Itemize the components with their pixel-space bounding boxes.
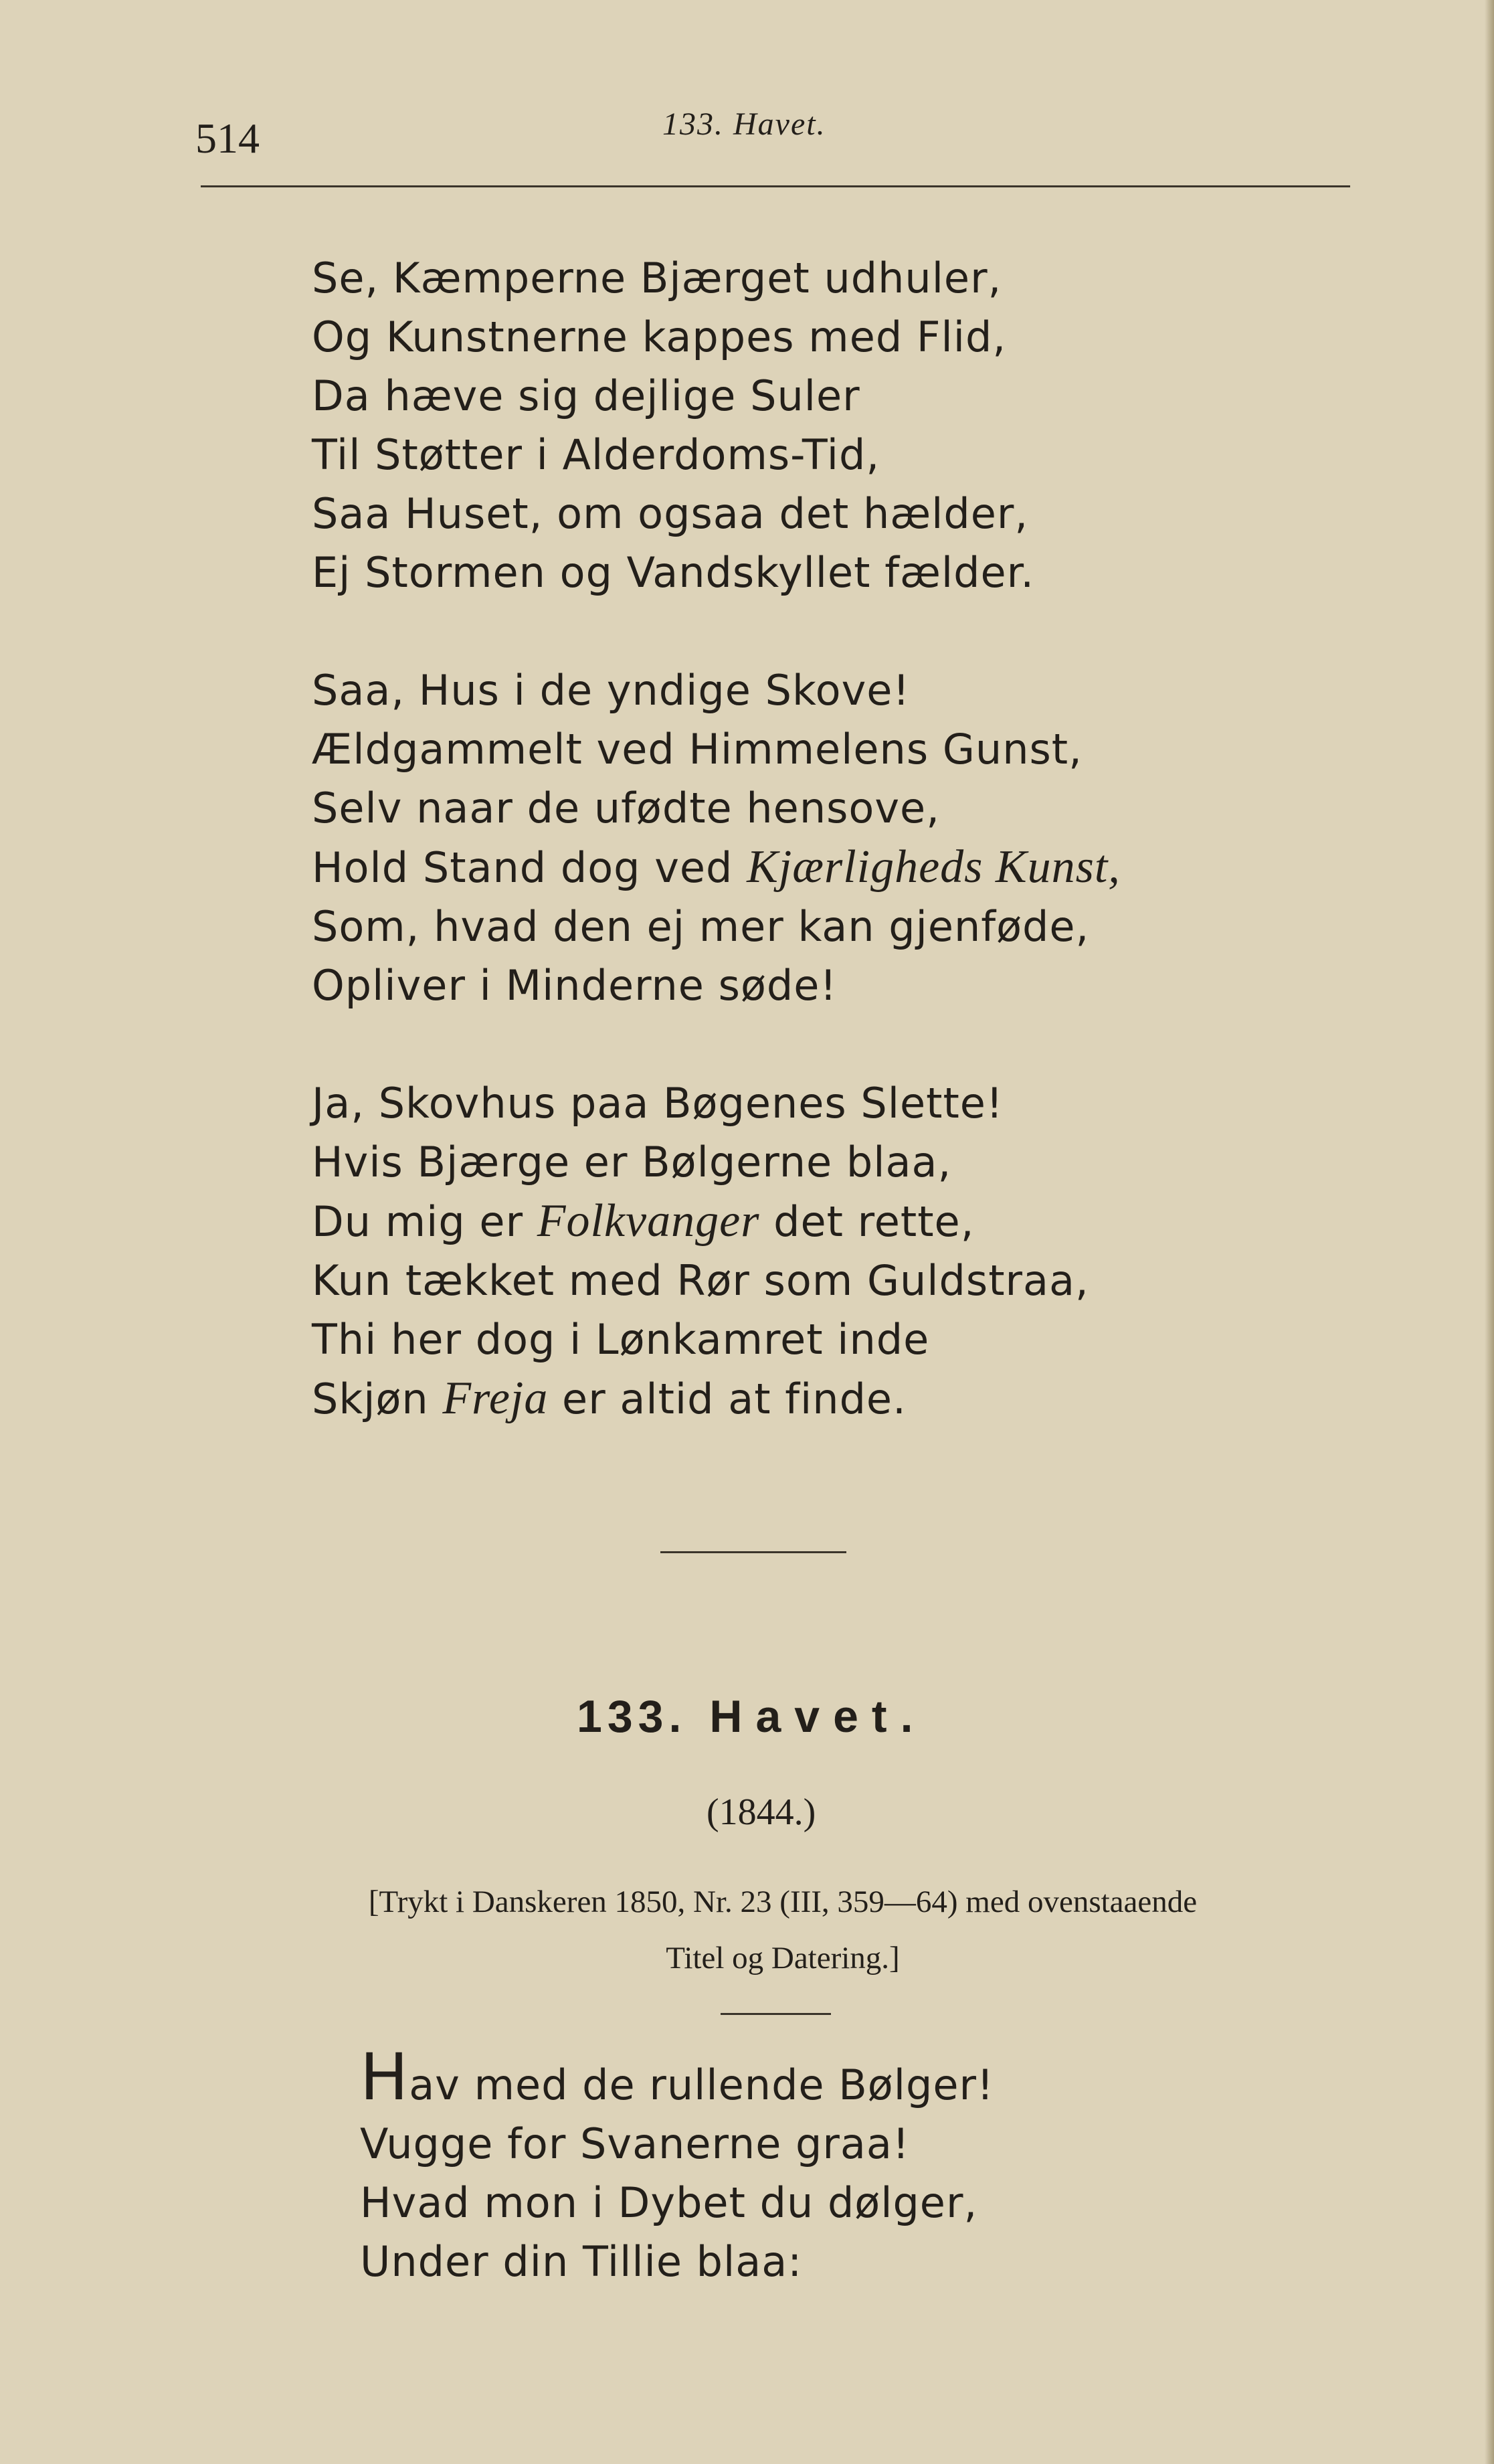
poem-line	[312, 1369, 1356, 1429]
line-text: av med de rullende Bølger!	[409, 2060, 994, 2109]
line-text: Du mig er	[312, 1197, 537, 1246]
poem-line: Og Kunstnerne kappes med Flid,	[312, 313, 1007, 361]
line-text: Skjøn	[312, 1375, 443, 1423]
note-line: Titel og Datering.]	[666, 1941, 900, 1975]
poem-line: Opliver i Minderne søde!	[312, 961, 838, 1010]
poem-line: Som, hvad den ej mer kan gjenføde,	[312, 902, 1090, 951]
running-head	[662, 106, 826, 143]
stanza-1	[312, 249, 1356, 602]
page-edge-shadow	[1485, 0, 1494, 2464]
poem-line: Da hæve sig dejlige Suler	[312, 371, 860, 420]
poem-line	[312, 1192, 1356, 1251]
poem-line: Ja, Skovhus paa Bøgenes Slette!	[312, 1079, 1004, 1128]
poem-line	[312, 838, 1356, 897]
poem-havet	[360, 2040, 1297, 2291]
poem-line: Ældgammelt ved Himmelens Gunst,	[312, 725, 1083, 774]
poem-line: Thi her dog i Lønkamret inde	[312, 1315, 930, 1364]
poem-continuation	[312, 249, 1356, 1488]
poem-line: Hvad mon i Dybet du dølger,	[360, 2178, 978, 2227]
short-divider	[721, 2013, 831, 2015]
poem-line: Vugge for Svanerne graa!	[360, 2119, 910, 2168]
stanza-2	[312, 661, 1356, 1015]
section-divider	[660, 1551, 846, 1553]
poem-line: Ej Stormen og Vandskyllet fælder.	[312, 548, 1035, 597]
italic-word: Freja	[442, 1373, 549, 1424]
poem-line: Kun tækket med Rør som Guldstraa,	[312, 1256, 1089, 1305]
poem-line: Til Støtter i Alderdoms-Tid,	[312, 430, 880, 479]
poem-line: Saa, Hus i de yndige Skove!	[312, 666, 911, 715]
line-text: er altid at finde.	[548, 1375, 907, 1423]
poem-line: Under din Tillie blaa:	[360, 2237, 803, 2286]
poem-line: Saa Huset, om ogsaa det hælder,	[312, 489, 1029, 538]
stanza-3	[312, 1074, 1356, 1429]
section-number: 133.	[577, 1691, 687, 1742]
italic-phrase: Kjærligheds Kunst,	[747, 841, 1121, 893]
poem-line	[360, 2040, 1297, 2115]
section-heading	[577, 1690, 926, 1743]
line-text: Hold Stand dog ved	[312, 843, 747, 892]
page-number: 514	[195, 114, 260, 162]
header-rule	[201, 185, 1350, 187]
section-title: Havet.	[709, 1691, 927, 1742]
poem-line: Hvis Bjærge er Bølgerne blaa,	[312, 1138, 952, 1186]
poem-line: Se, Kæmperne Bjærget udhuler,	[312, 254, 1002, 302]
italic-word: Folkvanger	[537, 1195, 760, 1247]
editorial-note	[194, 1874, 1372, 1986]
poem-line: Selv naar de ufødte hensove,	[312, 784, 940, 832]
line-text: det rette,	[759, 1197, 975, 1246]
running-head-number: 133.	[662, 106, 724, 142]
section-year: (1844.)	[707, 1791, 816, 1833]
note-line: [Trykt i Danskeren 1850, Nr. 23 (III, 359—64) med ovenstaaende	[368, 1884, 1198, 1919]
running-head-title: Havet.	[733, 106, 826, 142]
initial-letter: H	[360, 2040, 409, 2115]
